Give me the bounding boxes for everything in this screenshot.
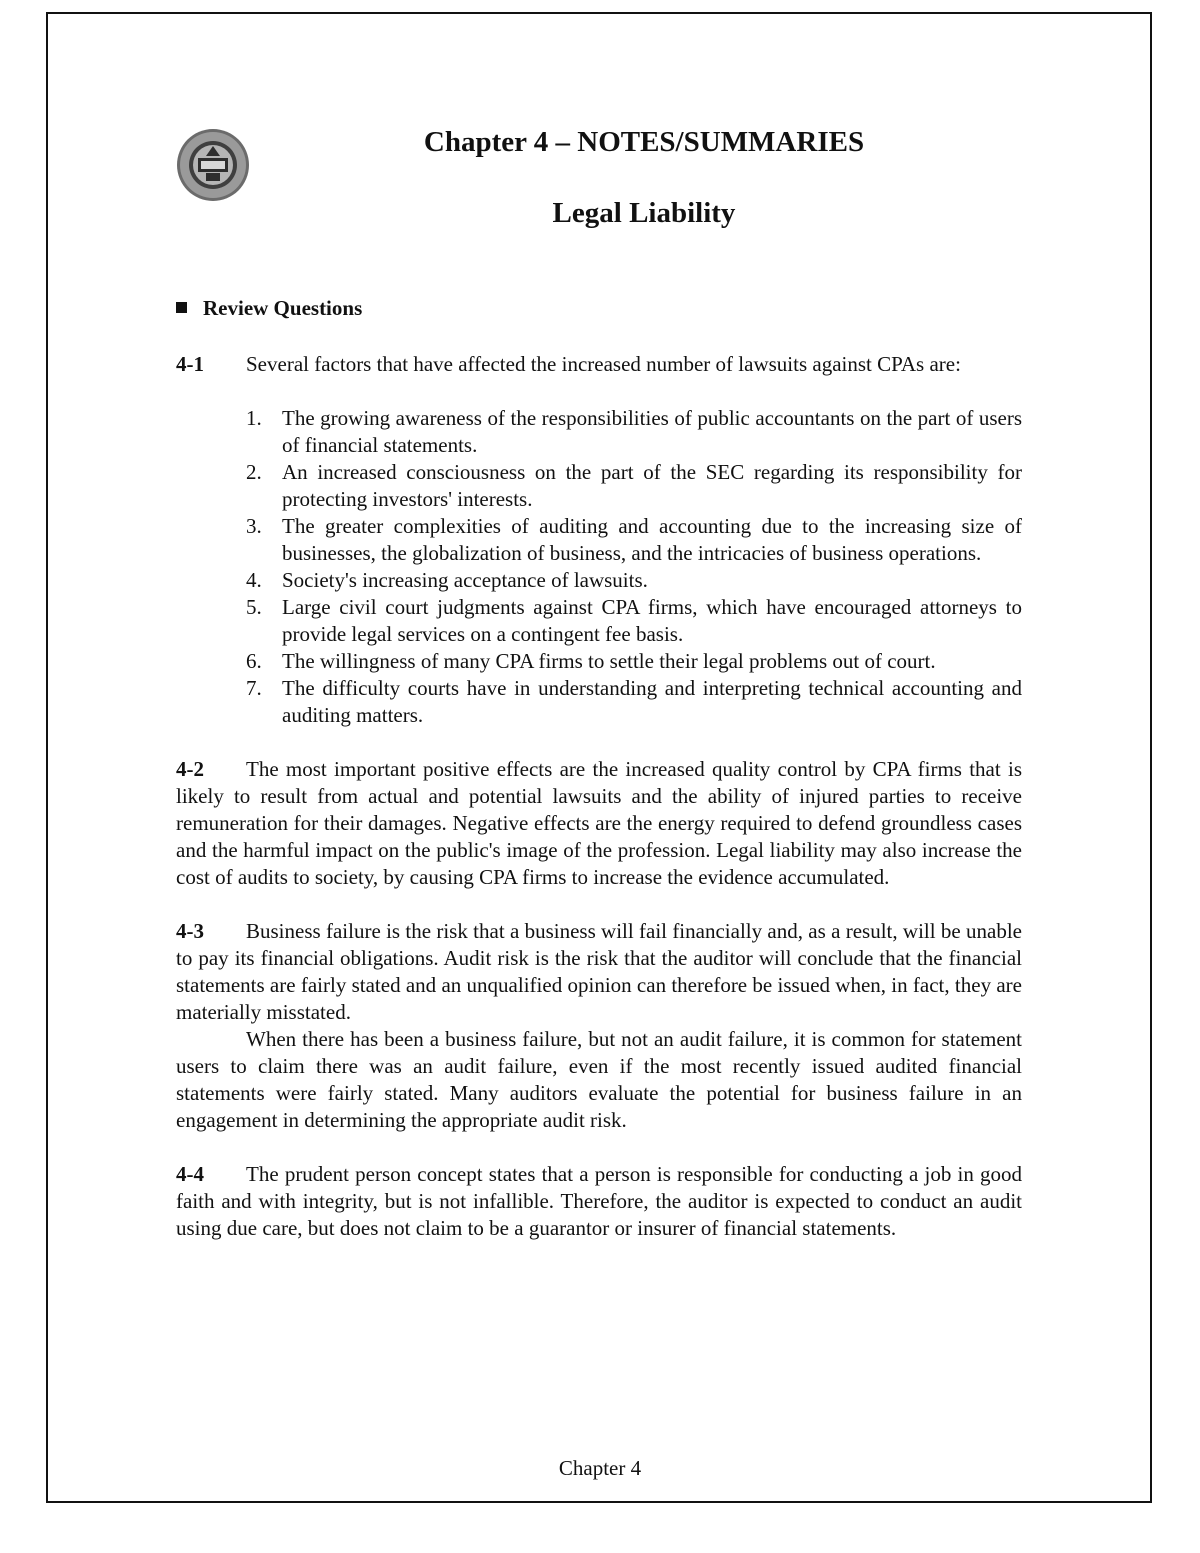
page-subtitle: Legal Liability — [552, 197, 736, 229]
answer-text: Business failure is the risk that a business will fail financially and, as a result, will be unable to pay its financial obligations. Audit risk is the risk that the auditor will conclude that the financial statements are fairly stated and an unqualified opinion can therefore be issued when, in fact, they are materially misstated. — [176, 919, 1022, 1024]
list-item-number: 3. — [246, 514, 262, 538]
question-4-1 — [176, 351, 1022, 378]
list-item-number: 4. — [246, 568, 262, 592]
question-number: 4-4 — [176, 1162, 204, 1186]
factors-list — [176, 405, 1022, 729]
list-item-text: The growing awareness of the responsibilities of public accountants on the part of users of financial statements. — [282, 406, 1022, 457]
list-item-text: Society's increasing acceptance of lawsuits. — [282, 568, 648, 592]
answer-continuation: When there has been a business failure, but not an audit failure, it is common for statement users to claim there was an audit failure, even if the most recently issued audited financial statements were fairly stated. Many auditors evaluate the potential for business failure in an engagement in determining the appropriate audit risk. — [176, 1027, 1022, 1132]
square-bullet-icon — [176, 302, 187, 313]
answer-text: The most important positive effects are the increased quality control by CPA firms that is likely to result from actual and potential lawsuits and the ability of injured parties to receive remuneration for their damages. Negative effects are the energy required to defend groundless cases and the harmful impact on the public's image of the profession. Legal liability may also increase the cost of audits to society, by causing CPA firms to increase the evidence accumulated. — [176, 757, 1022, 889]
question-number: 4-1 — [176, 352, 204, 376]
section-heading — [176, 296, 362, 321]
question-intro: Several factors that have affected the increased number of lawsuits against CPAs are: — [246, 352, 961, 376]
list-item — [176, 648, 1022, 675]
list-item — [176, 675, 1022, 729]
question-4-4 — [176, 1161, 1022, 1242]
list-item-text: An increased consciousness on the part of the SEC regarding its responsibility for protecting investors' interests. — [282, 460, 1022, 511]
list-item-number: 7. — [246, 676, 262, 700]
page-footer: Chapter 4 — [558, 1456, 642, 1480]
list-item — [176, 405, 1022, 459]
list-item-text: The difficulty courts have in understanding and interpreting technical accounting and auditing matters. — [282, 676, 1022, 727]
question-number: 4-3 — [176, 919, 204, 943]
list-item-number: 1. — [246, 406, 262, 430]
list-item — [176, 459, 1022, 513]
list-item — [176, 513, 1022, 567]
question-4-3 — [176, 918, 1022, 1026]
list-item-number: 6. — [246, 649, 262, 673]
question-number: 4-2 — [176, 757, 204, 781]
list-item-number: 5. — [246, 595, 262, 619]
list-item-number: 2. — [246, 460, 262, 484]
list-item-text: The willingness of many CPA firms to settle their legal problems out of court. — [282, 649, 936, 673]
section-heading-label: Review Questions — [203, 296, 363, 320]
document-body — [176, 351, 1022, 1242]
list-item — [176, 567, 1022, 594]
answer-text: The prudent person concept states that a person is responsible for conducting a job in good faith and with integrity, but is not infallible. Therefore, the auditor is expected to conduct an audit using due care, but does not claim to be a guarantor or insurer of financial statements. — [176, 1162, 1022, 1240]
list-item — [176, 594, 1022, 648]
chapter-title: Chapter 4 – NOTES/SUMMARIES — [423, 126, 865, 158]
list-item-text: Large civil court judgments against CPA firms, which have encouraged attorneys to provide legal services on a contingent fee basis. — [282, 595, 1022, 646]
question-4-2 — [176, 756, 1022, 891]
list-item-text: The greater complexities of auditing and accounting due to the increasing size of businesses, the globalization of business, and the intricacies of business operations. — [282, 514, 1022, 565]
